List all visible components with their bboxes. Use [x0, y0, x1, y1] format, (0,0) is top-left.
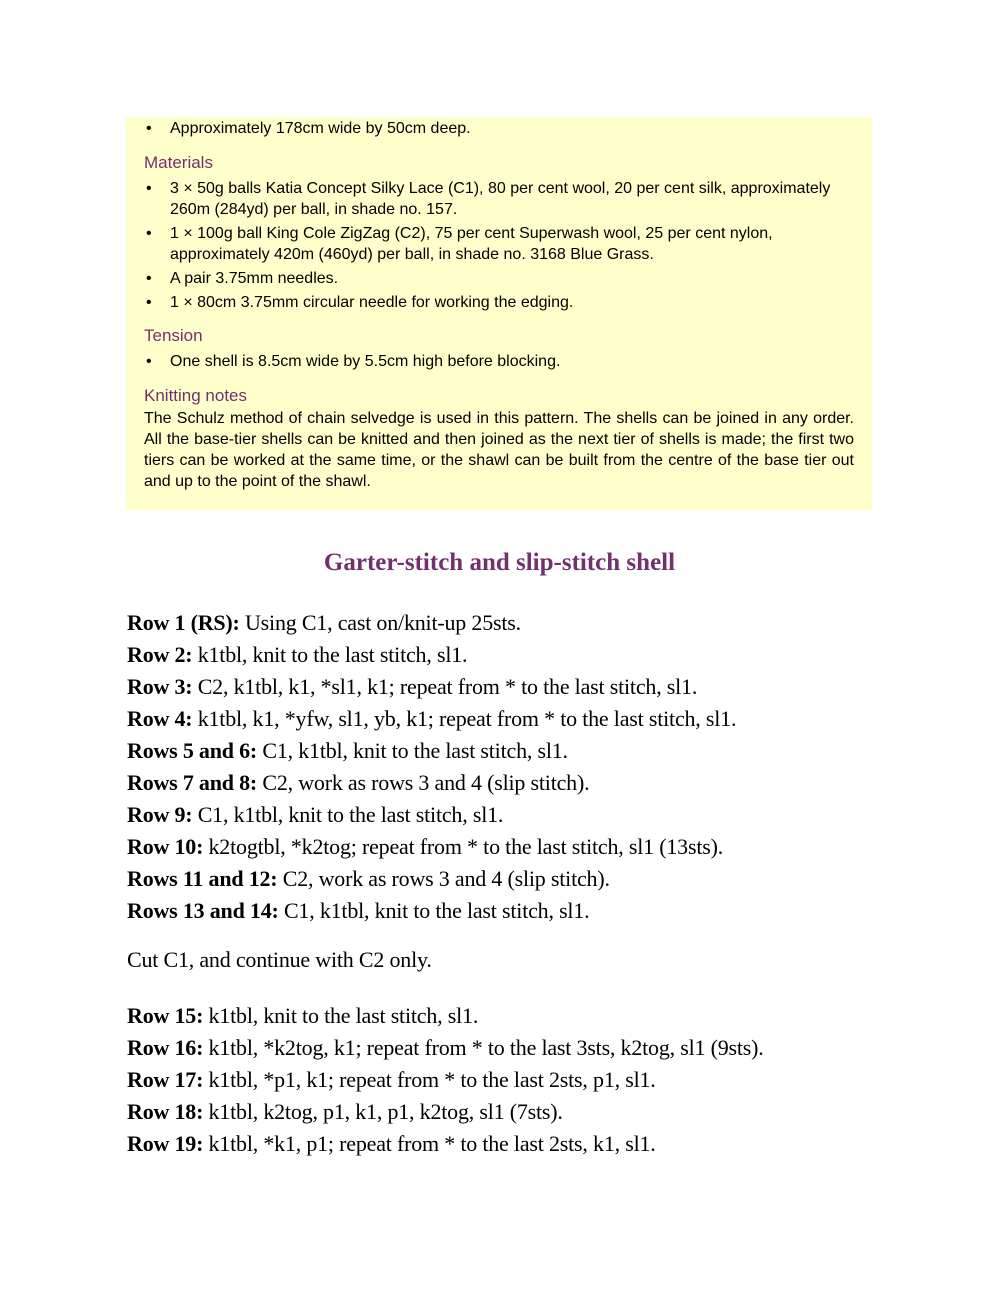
row-text: k2togtbl, *k2tog; repeat from * to the last stitch, sl1 (13sts). [203, 834, 724, 859]
row-text: k1tbl, *p1, k1; repeat from * to the last 2sts, p1, sl1. [203, 1067, 656, 1092]
knitting-notes-heading: Knitting notes [144, 386, 248, 405]
row-text: k1tbl, *k2tog, k1; repeat from * to the last 3sts, k2tog, sl1 (9sts). [203, 1035, 764, 1060]
knitting-notes-section [144, 386, 854, 492]
row-text: C2, work as rows 3 and 4 (slip stitch). [257, 770, 590, 795]
pattern-row [127, 767, 736, 799]
row-label: Row 16: [127, 1035, 204, 1060]
bullet-icon: • [146, 294, 152, 311]
row-text: C2, k1tbl, k1, *sl1, k1; repeat from * to the last stitch, sl1. [192, 674, 698, 699]
pattern-row [127, 1032, 764, 1064]
row-label: Row 17: [127, 1067, 204, 1092]
size-section [144, 118, 854, 142]
row-label: Row 9: [127, 802, 193, 827]
list-item: • 3 × 50g balls Katia Concept Silky Lace (C1), 80 per cent wool, 20 per cent silk, approximately 260m (284yd) per ball, in shade no. 157. [146, 180, 831, 218]
pattern-row [127, 703, 736, 735]
knitting-notes-text: The Schulz method of chain selvedge is used in this pattern. The shells can be joined in any order. All the base-tier shells can be knitted and then joined as the next tier of shells is made; the first two tiers can be worked at the same time, or the shawl can be built from the centre of the base tier out and up to the point of the shawl. [144, 410, 854, 490]
bullet-icon: • [146, 225, 152, 242]
list-item: • A pair 3.75mm needles. [146, 270, 339, 287]
list-item: • Approximately 178cm wide by 50cm deep. [146, 120, 471, 137]
pattern-row [127, 799, 736, 831]
materials-section [144, 153, 854, 316]
row-text: k1tbl, *k1, p1; repeat from * to the last 2sts, k1, sl1. [203, 1131, 656, 1156]
row-text: k1tbl, k2tog, p1, k1, p1, k2tog, sl1 (7sts). [203, 1099, 563, 1124]
tension-section [144, 326, 854, 375]
bullet-icon: • [146, 120, 152, 137]
row-label: Row 18: [127, 1099, 204, 1124]
row-label: Row 3: [127, 674, 193, 699]
list-item: • One shell is 8.5cm wide by 5.5cm high before blocking. [146, 353, 561, 370]
row-text: k1tbl, knit to the last stitch, sl1. [203, 1003, 479, 1028]
materials-heading: Materials [144, 153, 213, 172]
pattern-row [127, 1128, 764, 1160]
row-text: C2, work as rows 3 and 4 (slip stitch). [277, 866, 610, 891]
row-text: C1, k1tbl, knit to the last stitch, sl1. [278, 898, 590, 923]
row-text: k1tbl, k1, *yfw, sl1, yb, k1; repeat from * to the last stitch, sl1. [192, 706, 737, 731]
pattern-row [127, 607, 736, 639]
row-text: k1tbl, knit to the last stitch, sl1. [192, 642, 468, 667]
row-text: C1, k1tbl, knit to the last stitch, sl1. [192, 802, 504, 827]
pattern-row [127, 1096, 764, 1128]
rows-list-a [127, 607, 736, 927]
pattern-row [127, 863, 736, 895]
list-item: • 1 × 80cm 3.75mm circular needle for working the edging. [146, 294, 574, 311]
row-text: C1, k1tbl, knit to the last stitch, sl1. [257, 738, 568, 763]
row-label: Row 2: [127, 642, 193, 667]
row-label: Row 4: [127, 706, 193, 731]
pattern-row [127, 639, 736, 671]
bullet-icon: • [146, 270, 152, 287]
section-title: Garter-stitch and slip-stitch shell [323, 549, 676, 576]
row-label: Rows 13 and 14: [127, 898, 279, 923]
row-label: Rows 11 and 12: [127, 866, 278, 891]
pattern-row [127, 671, 736, 703]
pattern-row [127, 1000, 764, 1032]
pattern-row [127, 1064, 764, 1096]
row-label: Row 10: [127, 834, 204, 859]
row-label: Rows 5 and 6: [127, 738, 258, 763]
pattern-row [127, 735, 736, 767]
row-label: Row 19: [127, 1131, 204, 1156]
row-text: Using C1, cast on/knit-up 25sts. [239, 610, 521, 635]
info-box [126, 117, 872, 510]
tension-heading: Tension [144, 326, 203, 345]
row-label: Row 15: [127, 1003, 204, 1028]
list-item: • 1 × 100g ball King Cole ZigZag (C2), 75 per cent Superwash wool, 25 per cent nylon, approximately 420m (460yd) per ball, in shade no. 3168 Blue Grass. [146, 225, 773, 263]
row-label: Row 1 (RS): [127, 610, 240, 635]
rows-list-b [127, 1000, 764, 1160]
pattern-row [127, 895, 736, 927]
bullet-icon: • [146, 353, 152, 370]
row-label: Rows 7 and 8: [127, 770, 258, 795]
cut-note: Cut C1, and continue with C2 only. [127, 947, 432, 972]
pattern-row [127, 831, 736, 863]
bullet-icon: • [146, 180, 152, 197]
